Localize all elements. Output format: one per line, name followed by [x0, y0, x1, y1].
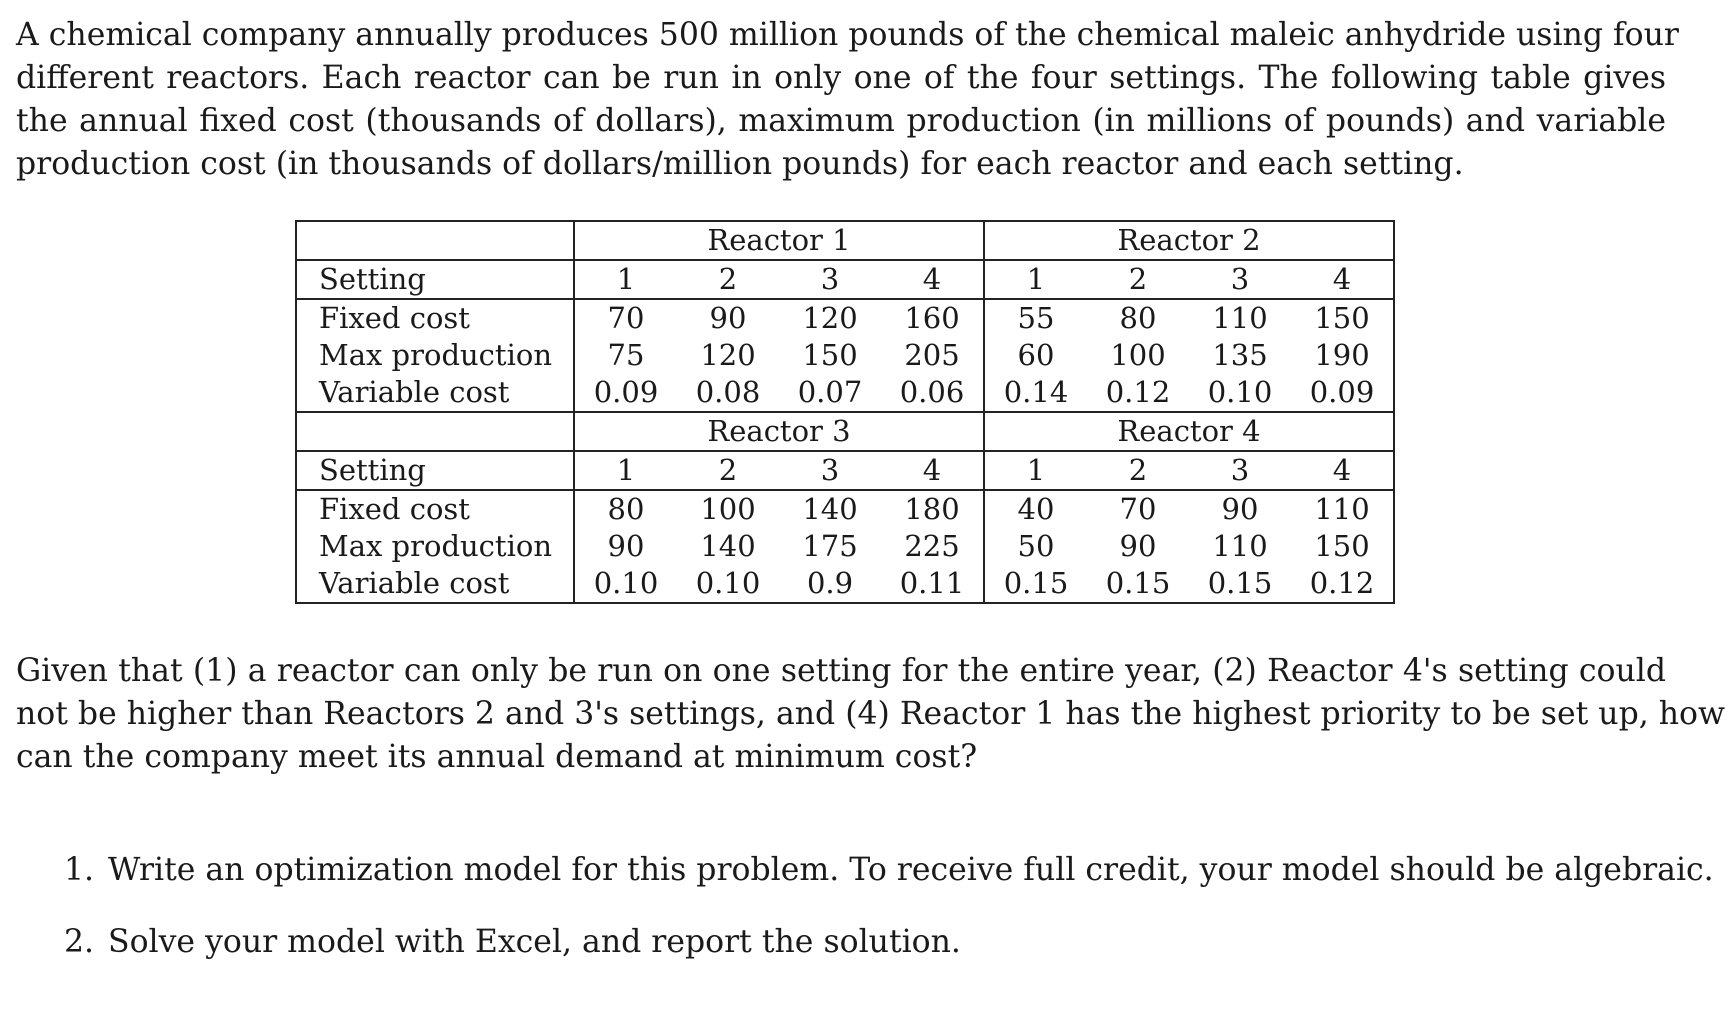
- table-cell: 135: [1212, 338, 1268, 372]
- table-cell: 0.08: [677, 374, 779, 412]
- question-list: [64, 848, 1714, 992]
- question-number: 1.: [64, 852, 95, 888]
- reactor-header: Reactor 3: [574, 412, 984, 451]
- reactor-header: Reactor 1: [574, 221, 984, 260]
- table-cell: 150: [802, 338, 858, 372]
- table-cell: 100: [1110, 338, 1166, 372]
- table-cell: 0.06: [881, 374, 984, 412]
- table-cell: 225: [881, 528, 984, 565]
- table-cell: 180: [881, 490, 984, 528]
- table-cell: 60: [1017, 338, 1055, 372]
- question-number: 2.: [64, 924, 95, 960]
- table-cell: 120: [802, 301, 858, 335]
- table-cell: 175: [802, 529, 858, 563]
- header-blank-cell: [296, 221, 574, 260]
- intro-line: the annual fixed cost (thousands of dollars), maximum production (in millions of pounds) and variable: [16, 103, 1666, 139]
- table-cell: 2: [1087, 260, 1189, 299]
- reactor-header-row: [296, 412, 1394, 451]
- table-cell: 1: [574, 260, 677, 299]
- table-cell: 3: [779, 451, 881, 490]
- header-blank-cell: [296, 412, 574, 451]
- reactor-header-row: [296, 221, 1394, 260]
- table-cell: 3: [1189, 260, 1291, 299]
- table-cell: 55: [1017, 301, 1055, 335]
- constraints-line: can the company meet its annual demand at minimum cost?: [16, 739, 978, 775]
- table-cell: 2: [1087, 451, 1189, 490]
- table-row: [296, 451, 1394, 490]
- table-cell: 70: [1119, 492, 1157, 526]
- table-cell: 0.15: [984, 565, 1087, 603]
- table-cell: 110: [1212, 529, 1268, 563]
- table-cell: 110: [1291, 490, 1394, 528]
- row-label: Variable cost: [296, 565, 574, 603]
- row-label: Fixed cost: [296, 299, 574, 337]
- table-cell: 70: [607, 301, 645, 335]
- question-text: Write an optimization model for this problem. To receive full credit, your model should be algebraic.: [108, 852, 1714, 888]
- constraints-paragraph: [16, 650, 1725, 779]
- table-cell: 0.11: [881, 565, 984, 603]
- table-cell: 2: [677, 451, 779, 490]
- table-cell: 80: [607, 492, 645, 526]
- table-cell: 100: [700, 492, 756, 526]
- table-cell: 0.12: [1291, 565, 1394, 603]
- reactor-header: Reactor 2: [984, 221, 1394, 260]
- table-cell: 90: [1221, 492, 1259, 526]
- row-label: Setting: [296, 451, 574, 490]
- intro-line: production cost (in thousands of dollars/million pounds) for each reactor and each setting.: [16, 146, 1464, 182]
- table-cell: 3: [1189, 451, 1291, 490]
- table-cell: 0.09: [574, 374, 677, 412]
- table-cell: 140: [802, 492, 858, 526]
- table-cell: 0.09: [1291, 374, 1394, 412]
- table-cell: 4: [881, 451, 984, 490]
- table-row: [296, 260, 1394, 299]
- constraints-line: Given that (1) a reactor can only be run on one setting for the entire year, (2) Reactor 4's setting could: [16, 653, 1666, 689]
- table-cell: 0.14: [984, 374, 1087, 412]
- table-cell: 0.9: [779, 565, 881, 603]
- question-text: Solve your model with Excel, and report the solution.: [108, 924, 961, 960]
- reactor-table: [295, 220, 1395, 604]
- row-label: Variable cost: [296, 374, 574, 412]
- table-cell: 0.10: [1189, 374, 1291, 412]
- table-cell: 4: [881, 260, 984, 299]
- table-cell: 150: [1291, 299, 1394, 337]
- constraints-line: not be higher than Reactors 2 and 3's settings, and (4) Reactor 1 has the highest priority to be set up, how: [16, 696, 1725, 732]
- table-cell: 4: [1291, 451, 1394, 490]
- table-cell: 1: [574, 451, 677, 490]
- row-label: Max production: [296, 337, 574, 374]
- intro-line: different reactors. Each reactor can be run in only one of the four settings. The following table gives: [16, 60, 1666, 96]
- table-cell: 0.15: [1189, 565, 1291, 603]
- table-cell: 150: [1291, 528, 1394, 565]
- row-label: Fixed cost: [296, 490, 574, 528]
- table-cell: 3: [779, 260, 881, 299]
- row-label: Max production: [296, 528, 574, 565]
- table-cell: 0.10: [677, 565, 779, 603]
- question-item: [64, 920, 1714, 964]
- table-cell: 90: [709, 301, 747, 335]
- table-cell: 140: [700, 529, 756, 563]
- table-cell: 0.12: [1087, 374, 1189, 412]
- table-cell: 120: [700, 338, 756, 372]
- intro-line: A chemical company annually produces 500 million pounds of the chemical maleic anhydride using four: [16, 17, 1679, 53]
- table-cell: 90: [607, 529, 645, 563]
- table-cell: 0.07: [779, 374, 881, 412]
- table-cell: 190: [1291, 337, 1394, 374]
- table-cell: 1: [984, 451, 1087, 490]
- table-cell: 2: [677, 260, 779, 299]
- table-cell: 205: [881, 337, 984, 374]
- table-cell: 40: [1017, 492, 1055, 526]
- table-cell: 1: [984, 260, 1087, 299]
- table-cell: 50: [1017, 529, 1055, 563]
- table-row: [296, 299, 1394, 337]
- table-cell: 0.15: [1087, 565, 1189, 603]
- table-row: [296, 565, 1394, 603]
- table-cell: 90: [1119, 529, 1157, 563]
- table-row: [296, 337, 1394, 374]
- table-row: [296, 374, 1394, 412]
- row-label: Setting: [296, 260, 574, 299]
- table-cell: 75: [607, 338, 645, 372]
- table-cell: 110: [1212, 301, 1268, 335]
- table-cell: 80: [1119, 301, 1157, 335]
- question-item: [64, 848, 1714, 892]
- table-cell: 4: [1291, 260, 1394, 299]
- table-row: [296, 528, 1394, 565]
- table-row: [296, 490, 1394, 528]
- table-cell: 0.10: [574, 565, 677, 603]
- table-cell: 160: [881, 299, 984, 337]
- intro-paragraph: [16, 14, 1679, 186]
- reactor-header: Reactor 4: [984, 412, 1394, 451]
